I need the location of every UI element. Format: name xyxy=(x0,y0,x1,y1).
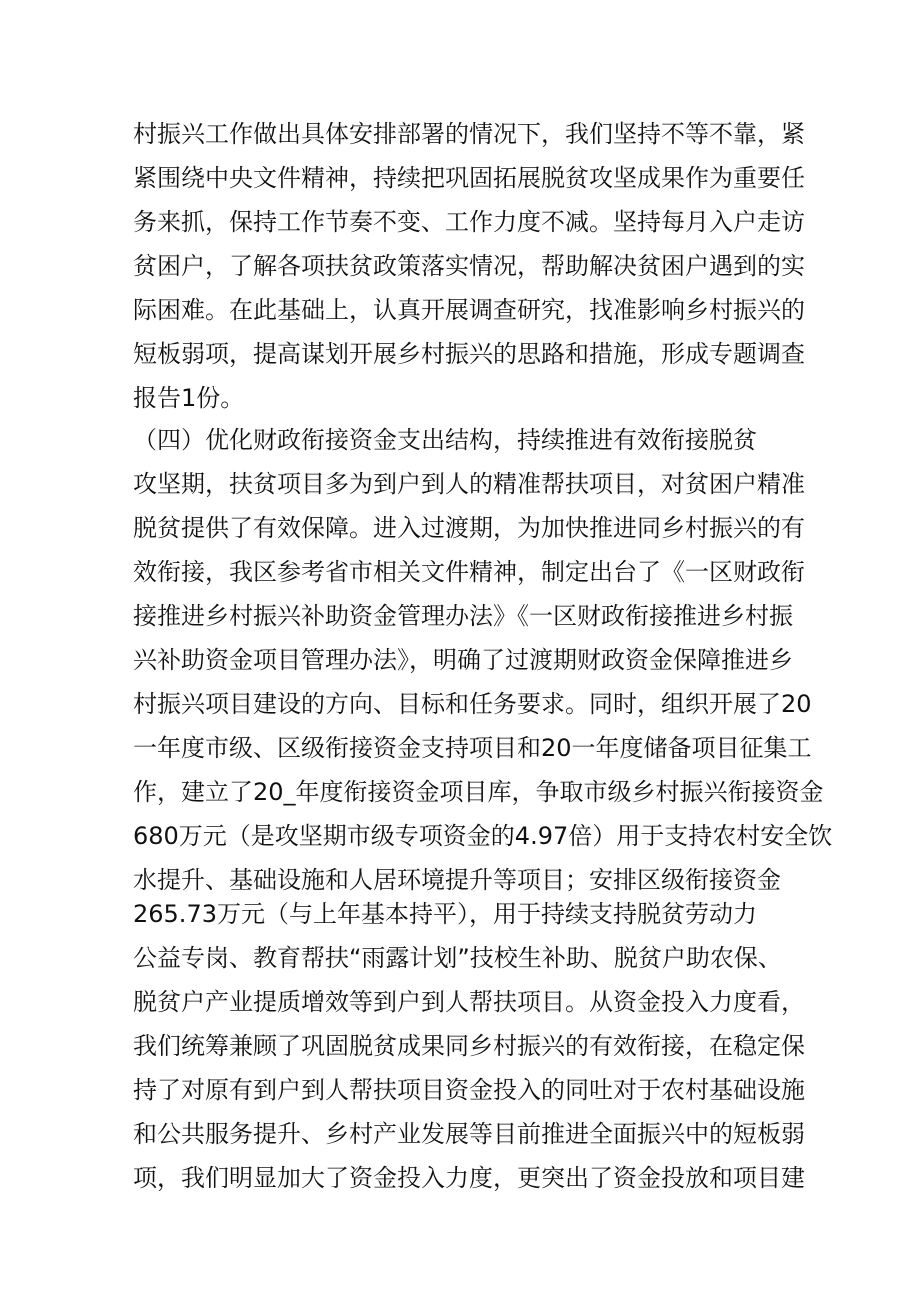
text-line: （四）优化财政衔接资金支出结构，持续推进有效衔接脱贫 xyxy=(133,426,757,454)
text-line: 贫困户，了解各项扶贫政策落实情况，帮助解决贫困户遇到的实 xyxy=(133,252,805,280)
text-line: 报告1份。 xyxy=(133,384,245,412)
text-line: 公益专岗、教育帮扶“雨露计划”技校生补助、脱贫户助农保、 xyxy=(133,944,782,972)
text-line: 项，我们明显加大了资金投入力度，更突出了资金投放和项目建 xyxy=(133,1164,805,1192)
text-line: 和公共服务提升、乡村产业发展等目前推进全面振兴中的短板弱 xyxy=(133,1120,805,1148)
text-line: 水提升、基础设施和人居环境提升等项目；安排区级衔接资金 xyxy=(133,866,781,894)
text-line: 攻坚期，扶贫项目多为到户到人的精准帮扶项目，对贫困户精准 xyxy=(133,470,805,498)
text-line: 265.73万元（与上年基本持平），用于持续支持脱贫劳动力 xyxy=(133,900,757,928)
text-line: 作，建立了20_年度衔接资金项目库，争取市级乡村振兴衔接资金 xyxy=(133,778,824,806)
text-line: 脱贫户产业提质增效等到户到人帮扶项目。从资金投入力度看， xyxy=(133,988,805,1016)
text-line: 680万元（是攻坚期市级专项资金的4.97倍）用于支持农村安全饮 xyxy=(133,822,833,850)
text-line: 紧围绕中央文件精神，持续把巩固拓展脱贫攻坚成果作为重要任 xyxy=(133,164,805,192)
text-line: 短板弱项，提高谋划开展乡村振兴的思路和措施，形成专题调查 xyxy=(133,340,805,368)
text-line: 我们统筹兼顾了巩固脱贫成果同乡村振兴的有效衔接，在稳定保 xyxy=(133,1032,805,1060)
text-line: 兴补助资金项目管理办法》，明确了过渡期财政资金保障推进乡 xyxy=(133,646,793,674)
text-line: 接推进乡村振兴补助资金管理办法》《一区财政衔接推进乡村振 xyxy=(133,602,793,630)
paragraph-fund-structure xyxy=(133,418,833,902)
text-line: 际困难。在此基础上，认真开展调查研究，找准影响乡村振兴的 xyxy=(133,296,805,324)
text-line: 持了对原有到户到人帮扶项目资金投入的同吐对于农村基础设施 xyxy=(133,1076,805,1104)
paragraph-district-funds xyxy=(133,892,805,1200)
text-line: 务来抓，保持工作节奏不变、工作力度不减。坚持每月入户走访 xyxy=(133,208,805,236)
text-line: 村振兴工作做出具体安排部署的情况下，我们坚持不等不靠，紧 xyxy=(133,120,805,148)
text-line: 一年度市级、区级衔接资金支持项目和20一年度储备项目征集工 xyxy=(133,734,812,762)
text-line: 效衔接，我区参考省市相关文件精神，制定出台了《一区财政衔 xyxy=(133,558,805,586)
text-line: 村振兴项目建设的方向、目标和任务要求。同时，组织开展了20 xyxy=(133,690,812,718)
paragraph-poverty-visits xyxy=(133,112,805,420)
text-line: 脱贫提供了有效保障。进入过渡期，为加快推进同乡村振兴的有 xyxy=(133,514,805,542)
